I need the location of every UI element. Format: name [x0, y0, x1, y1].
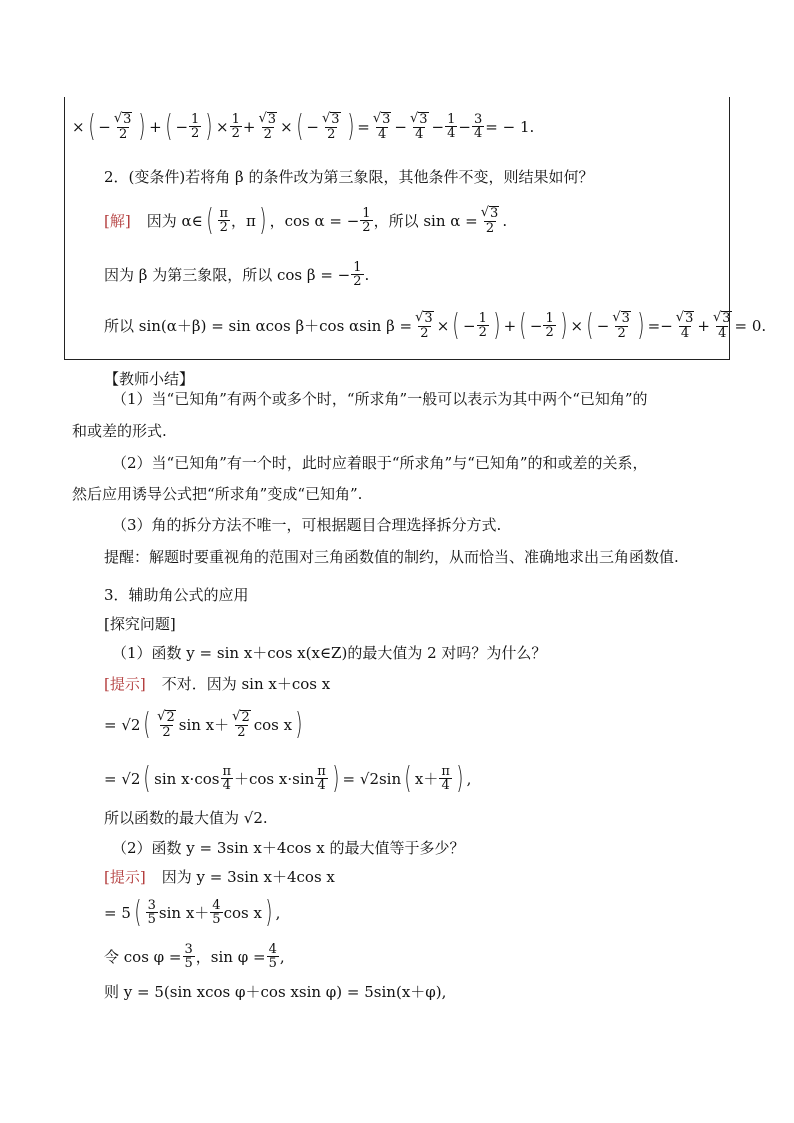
text: ＋cos x·sin: [234, 769, 315, 788]
op: ×: [72, 117, 85, 136]
text: ，π: [231, 211, 256, 230]
text: 令 cos φ =: [104, 947, 182, 966]
fraction: $\frac{1}{2}$: [231, 111, 240, 142]
fraction: $\frac{3}{5}$: [147, 897, 156, 928]
box-line-3: [解] 因为 α∈ ( $\frac{\pi}{2}$ ，π ) ，cos α = − $\frac{1}{2}$ ，所以 sin α = √ 3 2 .: [104, 203, 508, 238]
hint-1-line: [104, 677, 330, 692]
fraction: √ 3 4: [712, 310, 731, 341]
op: −: [660, 316, 673, 335]
op: =: [357, 117, 370, 136]
fraction: $\frac{4}{5}$: [268, 941, 277, 972]
box-line-5: 所以 sin(α＋β) = sin αcos β＋cos αsin β = √ 3 2 × ( − $\frac{1}{2}$ ) + ( − $\frac{1}{2}$ ) × ( − √ 3 2 ) = − √ 3 4 + √ 3 4 = 0.: [104, 308, 767, 343]
summary-p1a: （1）当“已知角”有两个或多个时，“所求角”一般可以表示为其中两个“已知角”的: [112, 390, 648, 408]
box-line-4: [104, 255, 369, 295]
op: +: [697, 316, 710, 335]
hint-2-line: [104, 870, 335, 885]
text: cos x: [253, 715, 293, 734]
op: ×: [570, 316, 584, 335]
hint-2-step-3: 则 y = 5(sin xcos φ＋cos xsin φ) = 5sin(x＋φ),: [104, 983, 447, 1001]
explore-heading: [探究问题]: [104, 615, 176, 633]
box-line-1: × ( − √ 3 2 ) + ( − $\frac{1}{2}$ ) × $\frac{1}{2}$ + √ 3 2 × ( − √ 3 2 ) = √ 3 4 − √ 3 4 − $\frac{1}{4}$ − $\frac{3}{4}$ = − 1.: [72, 109, 535, 144]
op: ×: [216, 117, 229, 136]
summary-p3: （3）角的拆分方法不唯一，可根据题目合理选择拆分方式.: [112, 516, 502, 534]
text: 因为 y = 3sin x＋4cos x: [161, 868, 335, 886]
text: = √2: [104, 715, 141, 734]
hint-1-conclusion: 所以函数的最大值为 √2.: [104, 809, 268, 827]
op: −: [306, 117, 319, 136]
section-title: 3．辅助角公式的应用: [104, 586, 249, 604]
op: −: [431, 117, 445, 136]
op: −: [596, 316, 610, 335]
op: ×: [436, 316, 450, 335]
text: ,: [466, 769, 472, 788]
hint-1-step-2: = √2 ( sin x·cos $\frac{\pi}{4}$ ＋cos x·sin $\frac{\pi}{4}$ ) = √2sin ( x＋ $\frac{\pi}{4}$ ) ,: [104, 761, 472, 796]
fraction: √ 3 4: [372, 111, 391, 142]
summary-p1b: 和或差的形式.: [72, 422, 167, 440]
hint-tag: [提示]: [104, 675, 146, 693]
text: ,: [279, 947, 285, 966]
fraction: √ 3 2: [415, 310, 433, 341]
question-2b: （2）函数 y = 3sin x＋4cos x 的最大值等于多少？: [112, 839, 465, 857]
op: =: [647, 316, 661, 335]
text: = √2: [104, 769, 141, 788]
fraction: √ 3 2: [258, 111, 277, 142]
op: +: [149, 117, 162, 136]
fraction: $\frac{3}{5}$: [184, 941, 193, 972]
op: +: [242, 117, 256, 136]
fraction: √ 3 2: [612, 310, 630, 341]
fraction: √ 3 4: [409, 111, 428, 142]
text: 不对．因为 sin x＋cos x: [161, 675, 331, 693]
fraction: √ 2 2: [232, 709, 250, 740]
summary-p2a: （2）当“已知角”有一个时，此时应着眼于“所求角”与“已知角”的和或差的关系，: [112, 454, 648, 472]
fraction: $\frac{1}{4}$: [447, 111, 456, 142]
text: ，cos α = −: [269, 211, 360, 230]
fraction: $\frac{1}{2}$: [478, 310, 487, 341]
op: −: [458, 117, 471, 136]
fraction: $\frac{4}{5}$: [212, 897, 221, 928]
fraction: √ 3 2: [113, 111, 132, 142]
text: sin x·cos: [154, 769, 220, 788]
text: 因为 α∈: [146, 211, 203, 230]
text: = √2sin: [342, 769, 402, 788]
text: = 5: [104, 903, 131, 922]
hint-2-step-2: [104, 937, 285, 977]
result: = − 1.: [485, 117, 535, 136]
fraction: $\frac{\pi}{2}$: [219, 205, 228, 236]
op: −: [98, 117, 111, 136]
fraction: √ 2 2: [157, 709, 175, 740]
fraction: $\frac{1}{2}$: [191, 111, 200, 142]
fraction: $\frac{1}{2}$: [353, 259, 362, 290]
summary-heading: 【教师小结】: [104, 370, 195, 388]
fraction: $\frac{\pi}{4}$: [317, 763, 326, 794]
summary-p2b: 然后应用诱导公式把“所求角”变成“已知角”.: [72, 485, 363, 503]
text: ,: [275, 903, 281, 922]
fraction: $\frac{1}{2}$: [362, 205, 371, 236]
text: ，sin φ =: [195, 947, 266, 966]
op: −: [463, 316, 476, 335]
text: cos x: [223, 903, 262, 922]
fraction: √ 3 4: [675, 310, 694, 341]
text: sin x＋: [158, 903, 210, 922]
box-line-2: [104, 170, 593, 185]
question-2: 2．(变条件)若将角 β 的条件改为第三象限，其他条件不变，则结果如何？: [104, 168, 594, 186]
hint-tag: [提示]: [104, 868, 146, 886]
hint-2-step-1: = 5 ( $\frac{3}{5}$ sin x＋ $\frac{4}{5}$ cos x ) ,: [104, 895, 281, 930]
text: ，所以 sin α =: [373, 211, 478, 230]
fraction: √ 3 2: [480, 205, 499, 236]
op: −: [175, 117, 189, 136]
op: ×: [280, 117, 293, 136]
op: +: [503, 316, 517, 335]
text: x＋: [414, 769, 439, 788]
text: = 0.: [734, 316, 767, 335]
text: .: [502, 211, 508, 230]
hint-1-step-1: = √2 ( √ 2 2 sin x＋ √ 2 2 cos x ): [104, 707, 303, 742]
summary-reminder: 提醒：解题时要重视角的范围对三角函数值的制约，从而恰当、准确地求出三角函数值.: [104, 548, 679, 566]
op: −: [394, 117, 407, 136]
text: 因为 β 为第三象限，所以 cos β = −: [104, 265, 351, 284]
fraction: $\frac{\pi}{4}$: [222, 763, 231, 794]
text: .: [364, 265, 370, 284]
op: −: [529, 316, 543, 335]
text: 所以 sin(α＋β) = sin αcos β＋cos αsin β =: [104, 316, 413, 335]
text: sin x＋: [178, 715, 230, 734]
fraction: $\frac{1}{2}$: [545, 310, 554, 341]
fraction: $\frac{\pi}{4}$: [441, 763, 450, 794]
solution-tag: [解]: [104, 211, 131, 230]
question-1: （1）函数 y = sin x＋cos x(x∈Z)的最大值为 2 对吗？为什么？: [112, 644, 547, 662]
fraction: √ 3 2: [321, 111, 340, 142]
fraction: $\frac{3}{4}$: [473, 111, 483, 142]
